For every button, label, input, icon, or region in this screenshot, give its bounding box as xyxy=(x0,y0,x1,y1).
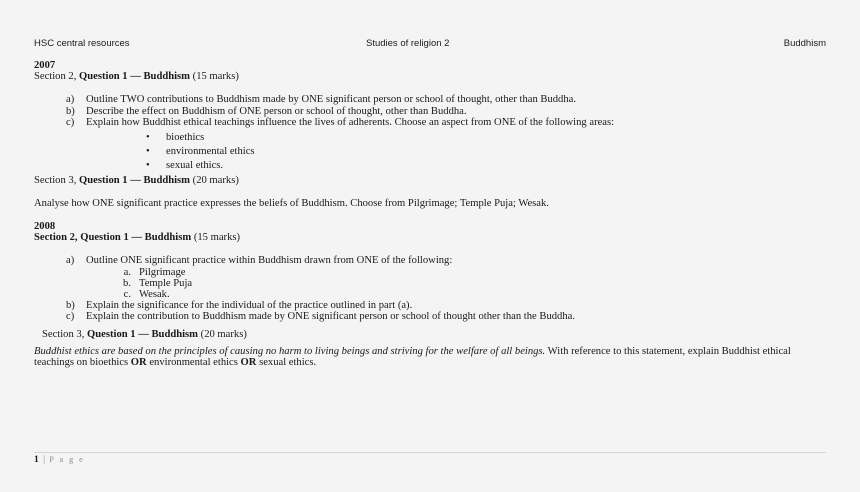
bullet-item xyxy=(146,132,828,143)
marks-label: (20 marks) xyxy=(190,174,239,186)
sub-text: Pilgrimage xyxy=(139,266,186,278)
section-2-heading-2007 xyxy=(34,71,828,82)
bullet-item xyxy=(146,160,828,171)
page-footer xyxy=(34,452,826,465)
year-heading-2008: 2008 xyxy=(34,221,56,233)
or-label: OR xyxy=(240,357,257,369)
question-label: Question 1 — Buddhism xyxy=(79,174,191,186)
question-text: environmental ethics xyxy=(146,357,241,369)
section-3-heading-2008 xyxy=(34,329,828,340)
question-list-2007 xyxy=(34,94,828,128)
item-marker: a) xyxy=(66,255,75,267)
item-marker: c) xyxy=(66,311,75,323)
sub-item xyxy=(113,289,828,300)
item-marker: a) xyxy=(66,94,75,106)
bullet-text: bioethics xyxy=(166,132,205,144)
item-marker: c) xyxy=(66,116,75,128)
footer-separator: | xyxy=(43,455,46,465)
question-list-2008 xyxy=(34,255,828,322)
year-heading-2007: 2007 xyxy=(34,60,56,71)
list-item xyxy=(66,255,828,300)
sub-text: Temple Puja xyxy=(139,277,193,289)
sub-marker: b. xyxy=(123,277,131,289)
sub-item xyxy=(113,267,828,278)
item-text: Explain how Buddhist ethical teachings influence the lives of adherents. Choose an aspect from ONE of the following areas: xyxy=(86,116,615,128)
item-text: Describe the effect on Buddhism of ONE person or school of thought, other than Buddha. xyxy=(86,105,467,117)
section-label: Section 2, xyxy=(34,71,80,83)
section-2-heading-2008 xyxy=(34,232,828,243)
section-3-heading-2007 xyxy=(34,175,828,186)
marks-label: (15 marks) xyxy=(190,71,239,83)
bullet-list-2007 xyxy=(34,132,828,172)
question-label: Question 1 — Buddhism xyxy=(87,328,199,340)
item-text: Explain the significance for the individual of the practice outlined in part (a). xyxy=(86,300,413,312)
page-header xyxy=(34,38,826,52)
bullet-text: environmental ethics xyxy=(166,146,255,158)
list-item xyxy=(66,300,828,311)
list-item xyxy=(66,94,828,105)
marks-label: (20 marks) xyxy=(198,328,247,340)
list-item xyxy=(66,106,828,117)
sub-marker: a. xyxy=(123,266,131,278)
list-item xyxy=(66,117,828,128)
bullet-item xyxy=(146,146,828,157)
section-3-question-2008 xyxy=(34,346,828,368)
sub-text: Wesak. xyxy=(139,289,170,301)
question-label: Question 1 — Buddhism xyxy=(79,71,191,83)
section-3-question-2007: Analyse how ONE significant practice expresses the beliefs of Buddhism. Choose from Pilgrimage; Temple Puja; Wesak. xyxy=(34,197,549,209)
item-text: Outline TWO contributions to Buddhism made by ONE significant person or school of thought, other than Buddha. xyxy=(86,94,576,106)
quote-text: Buddhist ethics are based on the principles of causing no harm to living beings and striving for the welfare of all beings. xyxy=(34,345,546,357)
header-center: Studies of religion 2 xyxy=(366,38,450,49)
bullet-text: sexual ethics. xyxy=(166,160,224,172)
question-label: Section 2, Question 1 — Buddhism xyxy=(34,232,192,244)
question-text: With reference to this statement, explain Buddhist ethical teachings on bioethics xyxy=(34,345,791,369)
section-label: Section 3, xyxy=(42,328,88,340)
marks-label: (15 marks) xyxy=(191,232,241,244)
page-number: 1 xyxy=(34,455,39,465)
sub-item xyxy=(113,278,828,289)
header-left: HSC central resources xyxy=(34,38,130,49)
list-item xyxy=(66,311,828,322)
or-label: OR xyxy=(130,357,147,369)
page-word: P a g e xyxy=(49,455,85,464)
item-marker: b) xyxy=(66,105,75,117)
document-body xyxy=(34,60,828,368)
sub-list xyxy=(86,267,828,301)
sub-marker: c. xyxy=(123,289,131,301)
bullet-icon: • xyxy=(146,160,150,172)
bullet-icon: • xyxy=(146,146,150,158)
item-text: Explain the contribution to Buddhism made by ONE significant person or school of thought other than the Buddha. xyxy=(86,311,575,323)
header-right: Buddhism xyxy=(783,38,826,49)
section-label: Section 3, xyxy=(34,174,80,186)
item-text: Outline ONE significant practice within Buddhism drawn from ONE of the following: xyxy=(86,255,453,267)
bullet-icon: • xyxy=(146,132,150,144)
question-text: sexual ethics. xyxy=(256,357,317,369)
item-marker: b) xyxy=(66,300,75,312)
